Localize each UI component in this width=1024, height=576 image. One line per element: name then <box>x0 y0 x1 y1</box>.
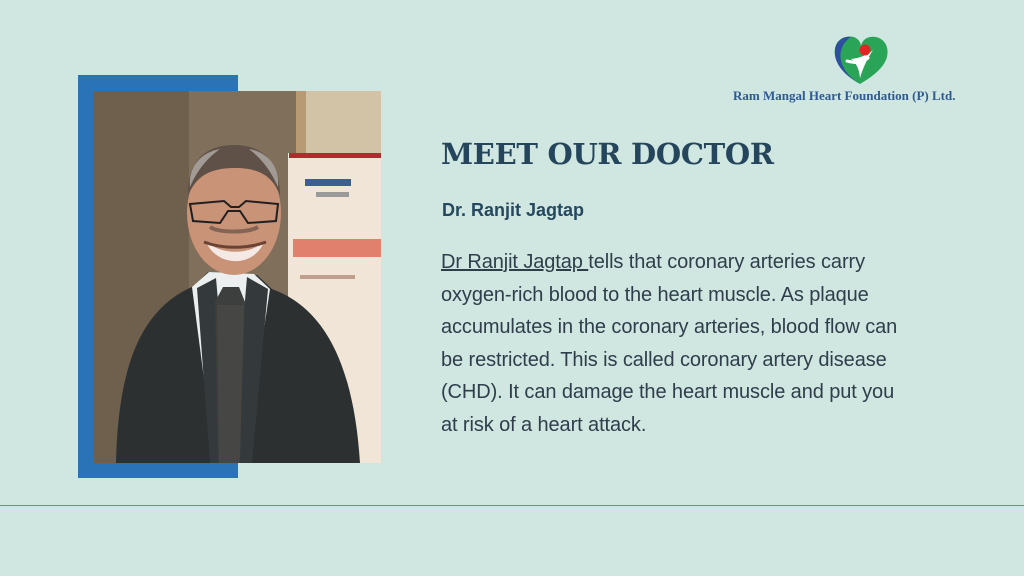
page-title: MEET OUR DOCTOR <box>441 137 774 171</box>
footer-divider <box>0 505 1024 506</box>
doctor-portrait-illustration <box>94 91 381 463</box>
description-text: tells that coronary arteries carry oxygen-rich blood to the heart muscle. As plaque accumulates in the coronary arteries, blood flow can be restricted. This is called coronary artery disease (CHD). It can damage the heart muscle and put you at risk of a heart attack. <box>441 251 898 436</box>
heart-foundation-logo-icon <box>830 34 892 86</box>
doctor-profile-link[interactable]: Dr Ranjit Jagtap <box>441 251 589 273</box>
foundation-name: Ram Mangal Heart Foundation (P) Ltd. <box>733 88 956 103</box>
doctor-photo <box>94 91 381 463</box>
doctor-description <box>441 246 911 442</box>
doctor-name: Dr. Ranjit Jagtap <box>442 200 585 220</box>
foundation-logo[interactable] <box>728 34 993 110</box>
